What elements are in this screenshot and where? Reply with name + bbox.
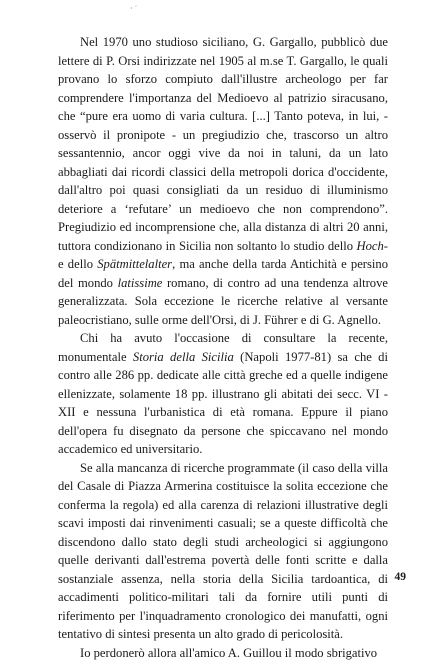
paragraph-2 [58, 329, 388, 459]
text-run: , ma anche della tarda Antichità e persino del mondo [58, 257, 388, 290]
paragraph-4 [58, 644, 388, 662]
italic-run: Hoch- [357, 239, 388, 253]
page-number: 49 [395, 571, 407, 583]
text-run: e dello [58, 257, 97, 271]
italic-run: Spätmittelalter [97, 257, 172, 271]
text-run: (Napoli 1977-81) sa che di contro alle 286 pp. dedicate alle città greche ed a quelle indigene ellenizzate, solamente 18 pp. illustrano gli abitati dei secc. VI - XII e nessuna l'urbanistica di età romana. Eppure il piano dell'opera fu disegnato da persone che spiccavano nel mondo accademico ed universitario. [58, 350, 388, 457]
text-run: Io perdonerò allora all'amico A. Guillou il modo sbrigativo [80, 646, 377, 660]
text-run: Nel 1970 uno studioso siciliano, G. Gargallo, pubblicò due lettere di P. Orsi indirizzate nel 1905 al m.se T. Gargallo, le quali provano lo sforzo compiuto dall'illustre archeologo per far comprendere l'importanza del Medioevo al patrizio siracusano, che “pure era uomo di varia cultura. [...] Tanto poteva, in lui, - osservò il pronipote - un pregiudizio che, trascorso un altro sessantennio, ancor oggi vive da noi in taluni, da un lato abbagliati dai ricordi classici della metropoli dorica d'occidente, dall'altro poi quasi consigliati da un residuo di illuminismo deteriore a ‘refutare’ un medioevo che non comprendono”. Pregiudizio ed incomprensione che, alla distanza di altri 20 anni, tuttora condizionano in Sicilia non soltanto lo studio dello [58, 35, 388, 253]
text-run: Chi ha avuto l'occasione di consultare la recente, monumentale [58, 331, 388, 364]
scan-specks: · ˙ [130, 4, 137, 13]
italic-run: latissime [118, 276, 163, 290]
text-run: romano, di contro ad una tendenza altrove generalizzata. Sola eccezione le ricerche relative al versante paleocristiano, sulle orme dell'Orsi, di J. Führer e di G. Agnello. [58, 276, 388, 327]
body-text [58, 33, 388, 662]
paragraph-1 [58, 33, 388, 329]
italic-run: Storia della Sicilia [133, 350, 234, 364]
text-run: Se alla mancanza di ricerche programmate (il caso della villa del Casale di Piazza Armerina costituisce la solita eccezione che conferma la regola) ed alla carenza di relazioni illustrative degli scavi imposti dai rinvenimenti casuali; se a queste difficoltà che discendono dallo stato degli studi archeologici si aggiungono quelle derivanti dall'estrema povertà delle fonti scritte e dalla sostanziale assenza, nella storia della Sicilia tardoantica, di accadimenti politico-militari tali da fornire utili punti di riferimento per l'inquadramento cronologico dei manufatti, ogni tentativo di sintesi presenta un alto grado di pericolosità. [58, 461, 388, 642]
paragraph-3 [58, 459, 388, 644]
